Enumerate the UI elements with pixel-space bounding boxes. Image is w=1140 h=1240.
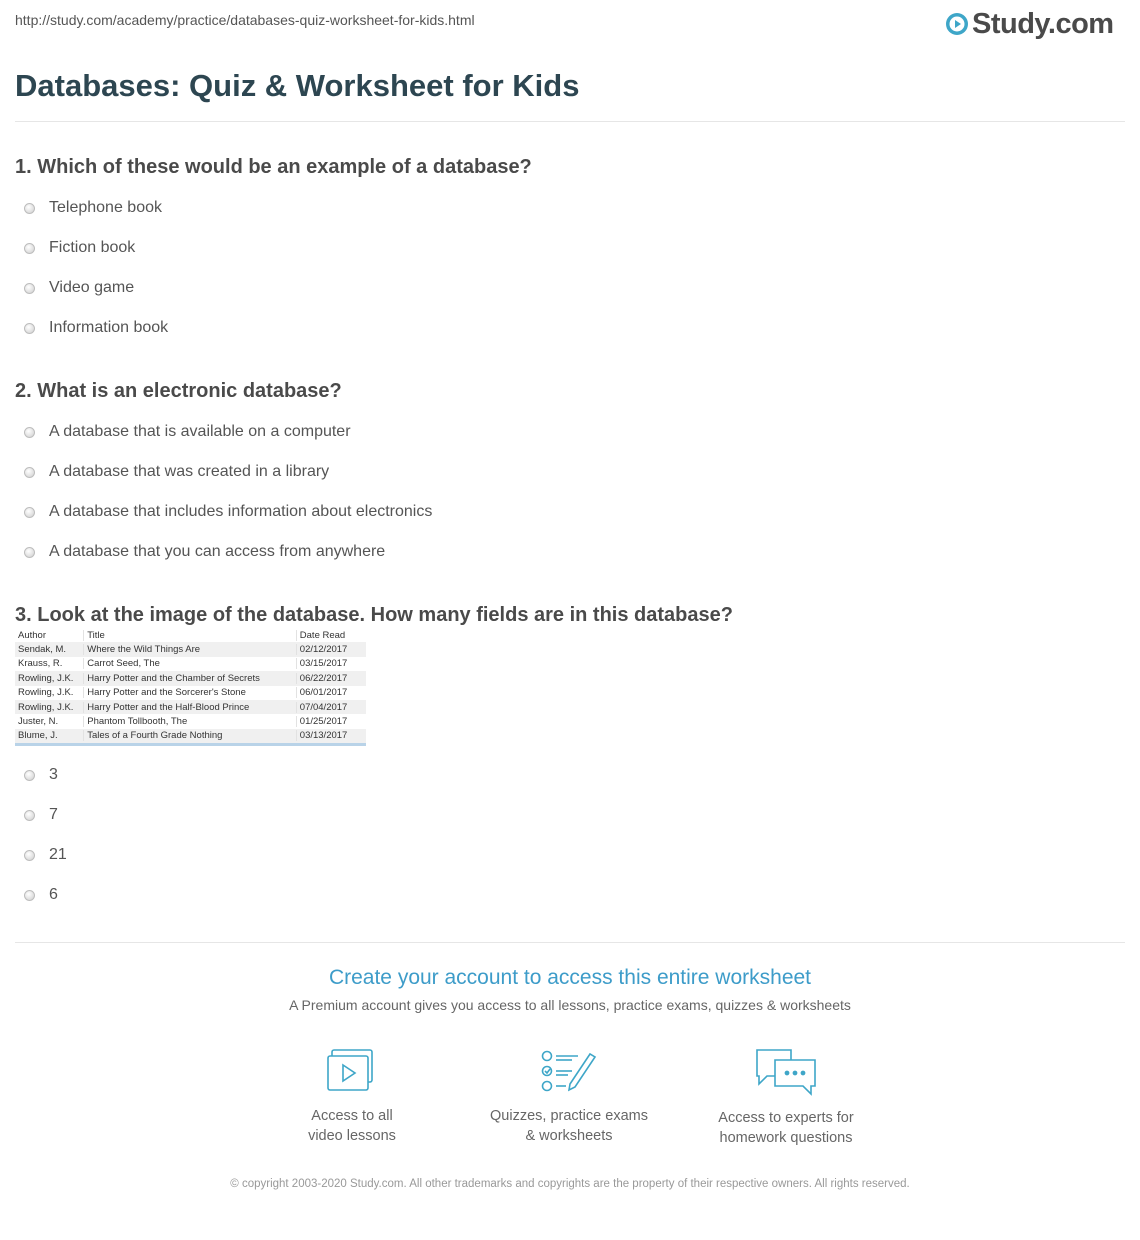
table-cell: Sendak, M.	[18, 644, 67, 656]
table-cell: Carrot Seed, The	[83, 658, 296, 669]
radio-button[interactable]	[24, 427, 35, 438]
table-cell: Blume, J.	[18, 730, 58, 742]
option-label: 7	[49, 806, 58, 823]
table-header-cell: Title	[83, 630, 296, 641]
feature-line: Access to all	[311, 1108, 393, 1124]
answer-option[interactable]	[22, 308, 168, 348]
table-cell: 06/01/2017	[296, 687, 366, 698]
radio-button[interactable]	[24, 323, 35, 334]
table-row	[15, 714, 366, 728]
answer-option[interactable]	[22, 795, 67, 835]
table-cell: 01/25/2017	[296, 716, 366, 727]
option-label: Telephone book	[49, 199, 162, 216]
answer-option[interactable]	[22, 532, 432, 572]
radio-button[interactable]	[24, 810, 35, 821]
feature-experts	[686, 1048, 886, 1148]
radio-button[interactable]	[24, 243, 35, 254]
radio-button[interactable]	[24, 850, 35, 861]
option-label: Information book	[49, 319, 169, 336]
feature-text	[686, 1108, 886, 1148]
table-cell: Tales of a Fourth Grade Nothing	[83, 730, 296, 741]
radio-button[interactable]	[24, 203, 35, 214]
table-cell: Rowling, J.K.	[18, 672, 74, 684]
feature-line: Quizzes, practice exams	[490, 1108, 648, 1124]
option-label: A database that was created in a library	[49, 463, 330, 480]
table-cell: 02/12/2017	[296, 644, 366, 655]
table-header-row	[15, 628, 366, 642]
answer-option[interactable]	[22, 835, 67, 875]
radio-button[interactable]	[24, 283, 35, 294]
table-cell: Juster, N.	[18, 716, 59, 728]
table-row	[15, 671, 366, 685]
table-cell: Rowling, J.K.	[18, 701, 74, 713]
premium-description: A Premium account gives you access to all lessons, practice exams, quizzes & worksheets	[289, 997, 851, 1013]
table-cell: Krauss, R.	[18, 658, 63, 670]
table-row	[15, 657, 366, 671]
option-label: A database that you can access from anywhere	[49, 543, 386, 560]
chat-bubbles-icon	[753, 1048, 819, 1096]
feature-text	[469, 1106, 669, 1146]
table-row	[15, 686, 366, 700]
question-3-options	[22, 755, 67, 915]
answer-option[interactable]	[22, 875, 67, 915]
radio-button[interactable]	[24, 507, 35, 518]
answer-option[interactable]	[22, 188, 168, 228]
table-cell: Rowling, J.K.	[18, 687, 74, 699]
question-3-text: 3. Look at the image of the database. How many fields are in this database?	[15, 604, 733, 626]
feature-line: video lessons	[308, 1128, 396, 1144]
database-table-image	[15, 628, 366, 746]
feature-line: Access to experts for	[718, 1110, 854, 1126]
feature-line: homework questions	[719, 1130, 853, 1146]
table-cell: Where the Wild Things Are	[83, 644, 296, 655]
table-bottom-border	[15, 743, 366, 746]
table-header-cell: Date Read	[296, 630, 366, 641]
feature-quizzes	[469, 1048, 669, 1146]
table-row	[15, 642, 366, 656]
radio-button[interactable]	[24, 770, 35, 781]
answer-option[interactable]	[22, 755, 67, 795]
top-bar	[0, 0, 1140, 44]
video-lessons-icon	[326, 1048, 378, 1094]
answer-option[interactable]	[22, 268, 168, 308]
option-label: 21	[49, 846, 67, 863]
radio-button[interactable]	[24, 890, 35, 901]
play-logo-icon	[945, 12, 969, 36]
logo-text: Study.com	[972, 7, 1114, 40]
option-label: Video game	[49, 279, 135, 296]
table-cell: Harry Potter and the Half-Blood Prince	[83, 702, 296, 713]
option-label: A database that is available on a computer	[49, 423, 351, 440]
table-header-cell: Author	[18, 629, 46, 641]
option-label: A database that includes information about electronics	[49, 503, 433, 520]
table-cell: 03/13/2017	[296, 730, 366, 741]
feature-line: & worksheets	[525, 1128, 613, 1144]
question-1-text: 1. Which of these would be an example of a database?	[15, 156, 532, 178]
quiz-checklist-icon	[540, 1048, 598, 1094]
table-cell: 07/04/2017	[296, 702, 366, 713]
study-logo[interactable]	[945, 6, 1114, 42]
answer-option[interactable]	[22, 228, 168, 268]
table-cell: 03/15/2017	[296, 658, 366, 669]
page-title: Databases: Quiz & Worksheet for Kids	[15, 68, 580, 103]
answer-option[interactable]	[22, 412, 432, 452]
page-url[interactable]: http://study.com/academy/practice/databases-quiz-worksheet-for-kids.html	[15, 12, 475, 28]
content-divider	[15, 942, 1125, 943]
question-2-options	[22, 412, 432, 572]
feature-video-lessons	[252, 1048, 452, 1146]
option-label: Fiction book	[49, 239, 136, 256]
table-cell: Phantom Tollbooth, The	[83, 716, 296, 727]
option-label: 3	[49, 766, 58, 783]
create-account-link[interactable]: Create your account to access this entire worksheet	[328, 966, 812, 989]
title-divider	[15, 121, 1125, 122]
table-row	[15, 729, 366, 743]
table-cell: Harry Potter and the Chamber of Secrets	[83, 673, 296, 684]
question-2-text: 2. What is an electronic database?	[15, 380, 342, 402]
radio-button[interactable]	[24, 547, 35, 558]
table-row	[15, 700, 366, 714]
table-cell: Harry Potter and the Sorcerer's Stone	[83, 687, 296, 698]
table-cell: 06/22/2017	[296, 673, 366, 684]
answer-option[interactable]	[22, 452, 432, 492]
copyright-notice: © copyright 2003-2020 Study.com. All other trademarks and copyrights are the property of their respective owners. All rights reserved.	[230, 1178, 910, 1190]
option-label: 6	[49, 886, 58, 903]
feature-text	[252, 1106, 452, 1146]
answer-option[interactable]	[22, 492, 432, 532]
radio-button[interactable]	[24, 467, 35, 478]
question-1-options	[22, 188, 168, 348]
